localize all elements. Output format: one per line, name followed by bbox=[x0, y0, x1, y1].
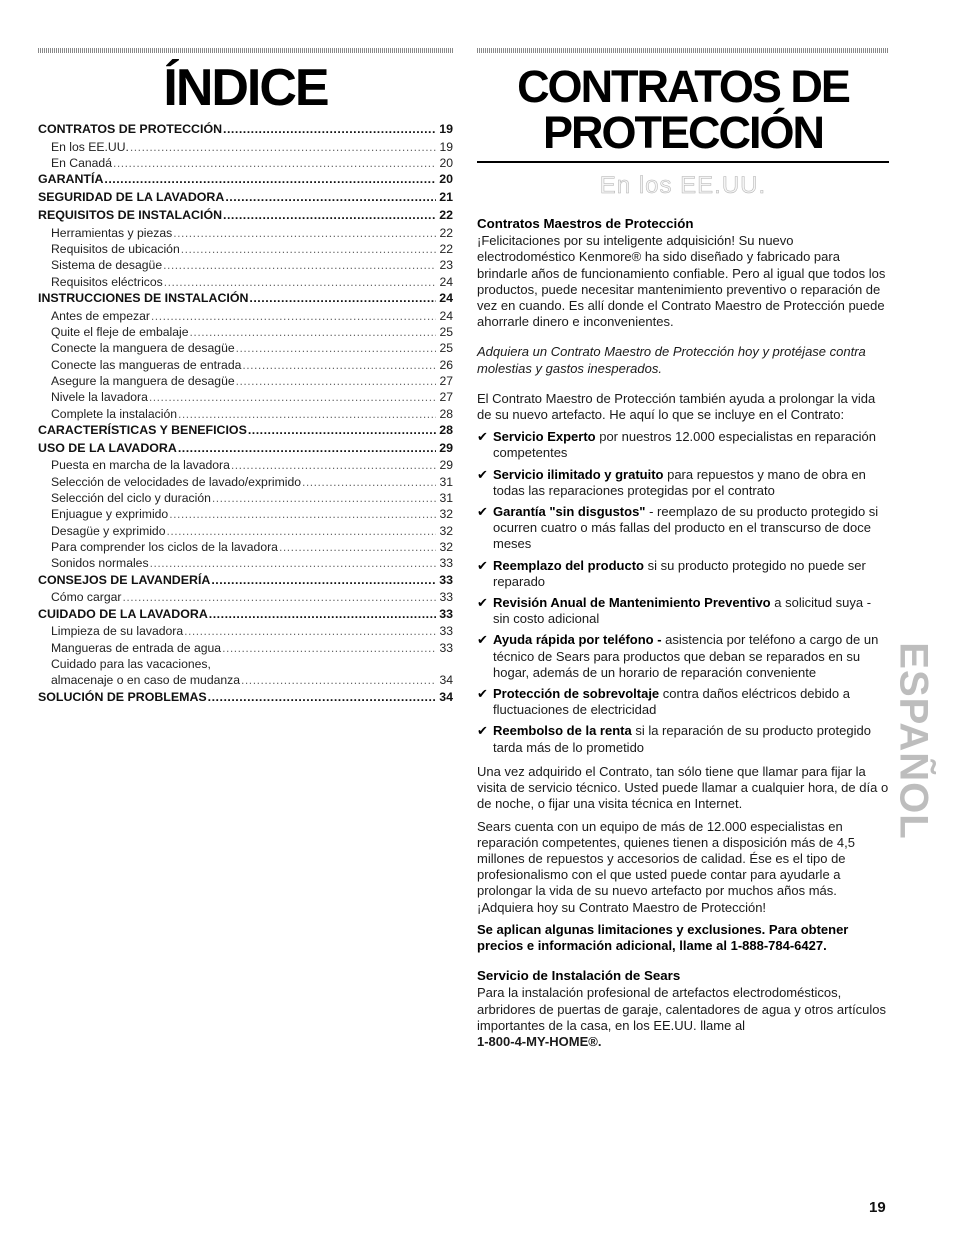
toc-dot-leader bbox=[164, 274, 436, 290]
toc-dot-leader bbox=[113, 155, 436, 171]
toc-entry bbox=[38, 689, 453, 707]
toc-dot-leader bbox=[236, 340, 436, 356]
installation-heading: Servicio de Instalación de Sears bbox=[477, 968, 681, 984]
toc-entry-page: 28 bbox=[439, 422, 453, 437]
toc-entry-title: Complete la instalación bbox=[51, 406, 178, 421]
toc-entry-title: Cuidado para las vacaciones, bbox=[51, 657, 211, 671]
toc-entry-page: 34 bbox=[439, 673, 453, 688]
italic-note: Adquiera un Contrato Maestro de Protección hoy y protéjase contra molestias y gastos inesperados. bbox=[477, 344, 866, 376]
toc-entry-page: 25 bbox=[439, 341, 453, 356]
benefit-title: Ayuda rápida por teléfono - bbox=[493, 632, 662, 648]
toc-entry bbox=[38, 139, 453, 155]
toc-entry bbox=[38, 539, 453, 555]
benefit-title: Reemplazo del producto bbox=[493, 557, 644, 573]
checkmark-icon: ✔ bbox=[477, 632, 488, 648]
benefit-item bbox=[477, 558, 889, 590]
toc-entry-page: 34 bbox=[439, 689, 453, 704]
toc-dot-leader bbox=[184, 623, 436, 639]
toc-entry bbox=[38, 189, 453, 207]
toc-entry bbox=[38, 523, 453, 539]
section-subheading: En los EE.UU. bbox=[599, 172, 767, 199]
benefit-title: Reembolso de la renta bbox=[493, 723, 632, 739]
toc-dot-leader bbox=[209, 606, 436, 624]
toc-dot-leader bbox=[249, 290, 436, 308]
benefit-item bbox=[477, 595, 889, 627]
benefits-list bbox=[477, 429, 889, 756]
checkmark-icon: ✔ bbox=[477, 429, 488, 445]
after-paragraph-2: Sears cuenta con un equipo de más de 12.000 especialistas en reparación competentes, quienes tienen a disposición más de 4,5 millones de repuestos y accesorios de calidad. Ése es el tipo de profesionalismo con el que usted puede contar para ayudarle a prolongar la vida de su nuevo artefacto por muchos años más. ¡Adquiera hoy su Contrato Maestro de Protección! bbox=[477, 818, 855, 915]
toc-entry-page: 24 bbox=[439, 274, 453, 289]
section-rule bbox=[477, 161, 889, 163]
toc-entry-page: 19 bbox=[439, 122, 453, 136]
toc-dot-leader bbox=[222, 640, 436, 656]
benefit-item bbox=[477, 467, 889, 499]
toc-entry-title: Herramientas y piezas bbox=[51, 225, 173, 240]
toc-dot-leader bbox=[208, 689, 436, 707]
toc-entry bbox=[38, 672, 453, 688]
toc-dot-leader bbox=[178, 440, 436, 458]
toc-dot-leader bbox=[242, 357, 436, 373]
toc-entry-page: 28 bbox=[439, 406, 453, 421]
toc-entry-title: Desagüe y exprimido bbox=[51, 523, 166, 538]
language-tab bbox=[891, 642, 936, 840]
toc-dot-leader bbox=[166, 523, 436, 539]
toc-entry-page: 24 bbox=[439, 290, 453, 305]
protection-body bbox=[477, 216, 889, 1050]
installation-phone: 1-800-4-MY-HOME®. bbox=[477, 1033, 602, 1049]
toc-entry-title: CUIDADO DE LA LAVADORA bbox=[38, 606, 208, 621]
toc-dot-leader bbox=[122, 589, 436, 605]
toc-dot-leader bbox=[248, 422, 436, 440]
toc-entry-title: GARANTÍA bbox=[38, 172, 104, 187]
checkmark-icon: ✔ bbox=[477, 723, 488, 739]
toc-entry-page: 33 bbox=[439, 590, 453, 605]
toc-entry-page: 32 bbox=[439, 507, 453, 522]
toc-entry-page: 29 bbox=[439, 458, 453, 473]
top-divider bbox=[38, 48, 453, 53]
benefit-description: si su producto protegido no puede ser reparado bbox=[493, 557, 866, 589]
toc-entry bbox=[38, 225, 453, 241]
toc-entry-page: 27 bbox=[439, 373, 453, 388]
toc-dot-leader bbox=[279, 539, 436, 555]
toc-entry-title: Quite el fleje de embalaje bbox=[51, 325, 189, 340]
toc-dot-leader bbox=[241, 672, 436, 688]
benefit-text bbox=[493, 558, 889, 590]
toc-entry bbox=[38, 290, 453, 308]
benefit-title: Servicio ilimitado y gratuito bbox=[493, 466, 664, 482]
toc-entry-title: En Canadá bbox=[51, 156, 112, 171]
toc-entry bbox=[38, 506, 453, 522]
toc-entry bbox=[38, 155, 453, 171]
top-divider bbox=[477, 48, 889, 53]
toc-entry-page: 21 bbox=[439, 190, 453, 205]
toc-entry-page: 33 bbox=[439, 606, 453, 621]
toc-dot-leader bbox=[236, 373, 436, 389]
toc-entry-page: 33 bbox=[439, 624, 453, 639]
benefit-text bbox=[493, 429, 889, 461]
toc-entry-title: CARACTERÍSTICAS Y BENEFICIOS bbox=[38, 422, 247, 437]
toc-dot-leader bbox=[130, 139, 436, 155]
toc-entry-title: REQUISITOS DE INSTALACIÓN bbox=[38, 207, 223, 222]
toc-entry-title: Para comprender los ciclos de la lavadora bbox=[51, 539, 278, 554]
toc-entry bbox=[38, 623, 453, 639]
toc-entry-page: 29 bbox=[439, 440, 453, 455]
benefit-description: contra daños eléctricos debido a fluctuaciones de electricidad bbox=[493, 686, 850, 718]
benefit-description: para repuestos y mano de obra en todas las reparaciones protegidas por el contrato bbox=[493, 466, 866, 498]
benefit-text bbox=[493, 632, 889, 681]
toc-entry bbox=[38, 121, 453, 139]
toc-entry bbox=[38, 340, 453, 356]
benefit-description: asistencia por teléfono a cargo de un técnico de Sears para productos que deban se reparados en su hogar, además de un horario de reparación conveniente bbox=[493, 632, 879, 680]
protection-title bbox=[477, 61, 889, 158]
toc-entry bbox=[38, 656, 453, 672]
toc-entry-title: Asegure la manguera de desagüe bbox=[51, 373, 235, 388]
benefit-title: Revisión Anual de Mantenimiento Preventivo bbox=[493, 595, 771, 611]
toc-entry-title: Conecte la manguera de desagüe bbox=[51, 341, 235, 356]
installation-paragraph bbox=[477, 985, 889, 1050]
toc-entry-title: CONTRATOS DE PROTECCIÓN bbox=[38, 122, 223, 136]
toc-entry-page: 20 bbox=[439, 156, 453, 171]
toc-entry-title: Sonidos normales bbox=[51, 556, 149, 571]
toc-dot-leader bbox=[212, 490, 436, 506]
protection-title-line2: PROTECCIÓN bbox=[542, 107, 823, 158]
toc-entry-page: 19 bbox=[439, 139, 453, 154]
toc-dot-leader bbox=[223, 207, 436, 225]
toc-entry bbox=[38, 555, 453, 571]
toc-entry-title: Limpieza de su lavadora bbox=[51, 624, 184, 639]
benefit-item bbox=[477, 723, 889, 755]
toc-entry-page: 33 bbox=[439, 572, 453, 587]
toc-entry-title: Puesta en marcha de la lavadora bbox=[51, 458, 230, 473]
toc-entry-title: USO DE LA LAVADORA bbox=[38, 440, 177, 455]
toc-entry-page: 32 bbox=[439, 539, 453, 554]
toc-dot-leader bbox=[149, 389, 436, 405]
toc-dot-leader bbox=[231, 457, 436, 473]
toc-entry-title: SEGURIDAD DE LA LAVADORA bbox=[38, 190, 225, 205]
benefit-title: Garantía "sin disgustos" bbox=[493, 504, 646, 520]
toc-dot-leader bbox=[225, 189, 436, 207]
toc-entry bbox=[38, 490, 453, 506]
toc-dot-leader bbox=[104, 171, 436, 189]
toc-entry bbox=[38, 207, 453, 225]
limitations-notice: Se aplican algunas limitaciones y exclusiones. Para obtener precios e información adicional, llame al 1-888-784-6427. bbox=[477, 921, 849, 953]
toc-entry-page: 33 bbox=[439, 556, 453, 571]
benefit-text bbox=[493, 467, 889, 499]
toc-dot-leader bbox=[211, 572, 436, 590]
toc-entry-title: CONSEJOS DE LAVANDERÍA bbox=[38, 572, 211, 587]
toc-dot-leader bbox=[190, 324, 436, 340]
toc-entry bbox=[38, 474, 453, 490]
toc-entry-page: 31 bbox=[439, 474, 453, 489]
toc-entry bbox=[38, 389, 453, 405]
toc-dot-leader bbox=[302, 474, 436, 490]
benefit-description: a solicitud suya - sin costo adicional bbox=[493, 595, 872, 627]
benefit-text bbox=[493, 595, 889, 627]
toc-entry bbox=[38, 572, 453, 590]
toc-entry bbox=[38, 274, 453, 290]
toc-entry-title: Enjuague y exprimido bbox=[51, 507, 169, 522]
benefit-description: si la reparación de su producto protegido tarda más de lo prometido bbox=[493, 723, 871, 755]
toc-entry-title: Cómo cargar bbox=[51, 590, 122, 605]
toc-entry-title: almacenaje o en caso de mudanza bbox=[51, 673, 241, 688]
table-of-contents bbox=[38, 121, 453, 706]
toc-entry-title: Sistema de desagüe bbox=[51, 258, 163, 273]
toc-dot-leader bbox=[169, 506, 436, 522]
toc-entry-page: 23 bbox=[439, 258, 453, 273]
toc-entry bbox=[38, 241, 453, 257]
protection-title-line1: CONTRATOS DE bbox=[517, 61, 849, 112]
toc-entry bbox=[38, 171, 453, 189]
benefit-text bbox=[493, 723, 889, 755]
toc-entry bbox=[38, 357, 453, 373]
toc-entry-page: 32 bbox=[439, 523, 453, 538]
toc-entry-page: 25 bbox=[439, 325, 453, 340]
toc-entry bbox=[38, 440, 453, 458]
benefit-text bbox=[493, 686, 889, 718]
toc-entry bbox=[38, 308, 453, 324]
toc-entry bbox=[38, 373, 453, 389]
toc-entry-title: Nivele la lavadora bbox=[51, 390, 148, 405]
after-paragraph-1: Una vez adquirido el Contrato, tan sólo tiene que llamar para fijar la visita de servicio técnico. Usted puede llamar a cualquier hora, de día o de noche, o fijar una visita técnica en Internet. bbox=[477, 763, 889, 812]
benefit-item bbox=[477, 686, 889, 718]
checkmark-icon: ✔ bbox=[477, 557, 488, 573]
benefit-description: - reemplazo de su producto protegido si ocurren cuatro o más fallas del producto en el transcurso de doce meses bbox=[493, 504, 879, 552]
toc-dot-leader bbox=[150, 555, 436, 571]
benefit-item bbox=[477, 429, 889, 461]
toc-entry bbox=[38, 406, 453, 422]
toc-entry bbox=[38, 457, 453, 473]
toc-entry-page: 20 bbox=[439, 172, 453, 187]
includes-intro: El Contrato Maestro de Protección también ayuda a prolongar la vida de su nuevo artefacto. He aquí lo que se incluye en el Contrato: bbox=[477, 390, 876, 423]
checkmark-icon: ✔ bbox=[477, 466, 488, 482]
toc-dot-leader bbox=[163, 257, 436, 273]
toc-entry-page: 33 bbox=[439, 640, 453, 655]
toc-entry-title: Selección del ciclo y duración bbox=[51, 491, 211, 506]
toc-entry-title: Requisitos eléctricos bbox=[51, 274, 163, 289]
toc-entry-title: SOLUCIÓN DE PROBLEMAS bbox=[38, 689, 207, 704]
toc-entry-page: 22 bbox=[439, 225, 453, 240]
checkmark-icon: ✔ bbox=[477, 504, 488, 520]
intro-paragraph: ¡Felicitaciones por su inteligente adquisición! Su nuevo electrodoméstico Kenmore® ha sido diseñado y fabricado para brindarle años de funcionamiento confiable. Pero al igual que todos los productos, puede necesitar mantenimiento preventivo o reparación de vez en cuando. Es allí donde el Contrato Maestro de Protección puede ahorrarle dinero e inconvenientes. bbox=[477, 233, 886, 330]
benefit-title: Servicio Experto bbox=[493, 429, 596, 445]
benefit-text bbox=[493, 504, 889, 553]
toc-entry bbox=[38, 324, 453, 340]
benefit-item bbox=[477, 632, 889, 681]
toc-entry-title: Antes de empezar bbox=[51, 308, 150, 323]
toc-entry bbox=[38, 589, 453, 605]
language-tab-label: ESPAÑOL bbox=[891, 642, 936, 840]
toc-entry-page: 27 bbox=[439, 390, 453, 405]
toc-entry bbox=[38, 606, 453, 624]
toc-entry-page: 24 bbox=[439, 308, 453, 323]
toc-entry-page: 22 bbox=[439, 242, 453, 257]
toc-entry bbox=[38, 640, 453, 656]
toc-entry-title: INSTRUCCIONES DE INSTALACIÓN bbox=[38, 290, 249, 305]
toc-dot-leader bbox=[151, 308, 436, 324]
toc-entry-title: Conecte las mangueras de entrada bbox=[51, 357, 242, 372]
toc-dot-leader bbox=[223, 121, 436, 139]
benefit-item bbox=[477, 504, 889, 553]
checkmark-icon: ✔ bbox=[477, 595, 488, 611]
toc-dot-leader bbox=[178, 406, 436, 422]
toc-entry-title: En los EE.UU. bbox=[51, 139, 129, 154]
master-contracts-heading: Contratos Maestros de Protección bbox=[477, 216, 694, 231]
toc-entry bbox=[38, 257, 453, 273]
benefit-description: por nuestros 12.000 especialistas en reparación competentes bbox=[493, 429, 877, 461]
toc-entry-title: Selección de velocidades de lavado/exprimido bbox=[51, 474, 301, 489]
checkmark-icon: ✔ bbox=[477, 686, 488, 702]
toc-entry-title: Mangueras de entrada de agua bbox=[51, 640, 222, 655]
toc-dot-leader bbox=[181, 241, 436, 257]
toc-dot-leader bbox=[173, 225, 436, 241]
toc-entry-page: 22 bbox=[439, 207, 453, 222]
toc-entry-page: 26 bbox=[439, 357, 453, 372]
page-number: 19 bbox=[869, 1199, 886, 1216]
toc-entry bbox=[38, 422, 453, 440]
toc-entry-page: 31 bbox=[439, 491, 453, 506]
toc-entry-title: Requisitos de ubicación bbox=[51, 242, 180, 257]
index-title: ÍNDICE bbox=[163, 59, 328, 117]
installation-text: Para la instalación profesional de artefactos electrodomésticos, arbridores de puertas de garaje, calentadores de agua y otros artículos importantes de la casa, en los EE.UU. llame al bbox=[477, 985, 887, 1033]
benefit-title: Protección de sobrevoltaje bbox=[493, 686, 660, 702]
